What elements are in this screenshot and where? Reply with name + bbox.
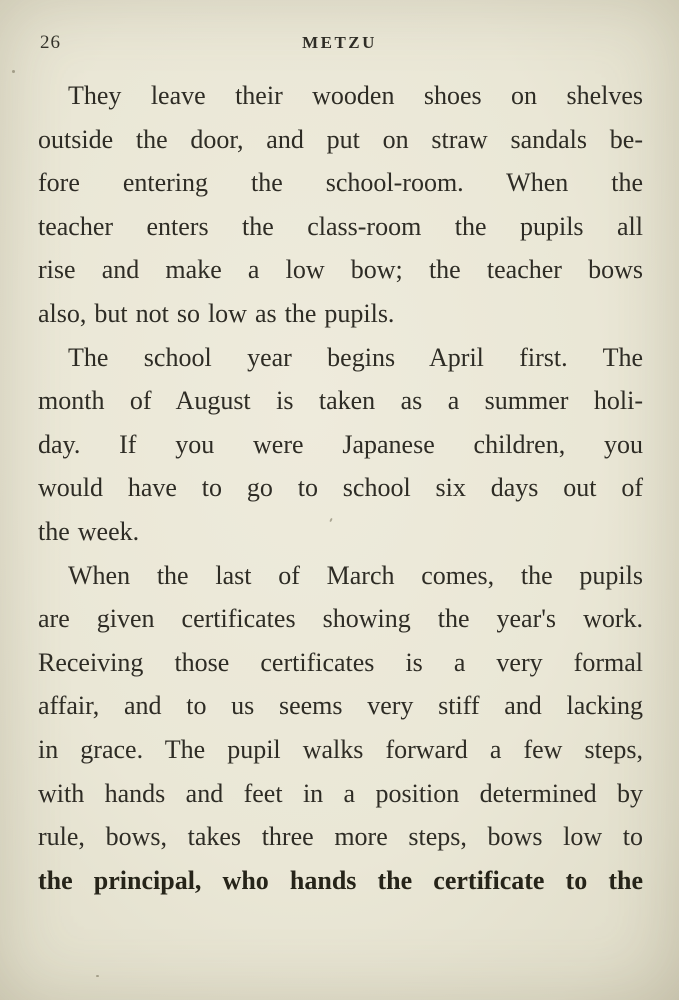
text-line: teacher enters the class-room the pupils all xyxy=(38,211,643,241)
text-line: They leave their wooden shoes on shelves xyxy=(68,81,643,110)
text-line: also, but not so low as the pupils. xyxy=(38,298,395,328)
text-line: the week. xyxy=(38,516,140,546)
text-line: outside the door, and put on straw sandals be- xyxy=(38,124,643,154)
text-line: fore entering the school-room. When the xyxy=(38,168,643,198)
text-line: rise and make a low bow; the teacher bows xyxy=(38,255,643,285)
text-line: with hands and feet in a position determined by xyxy=(38,778,643,808)
paragraph xyxy=(38,336,643,554)
text-line: the principal, who hands the certificate to the xyxy=(38,865,643,895)
running-head-title: METZU xyxy=(302,33,377,52)
body-text xyxy=(38,74,643,902)
paper-speck xyxy=(12,70,15,73)
text-line: day. If you were Japanese children, you xyxy=(38,429,643,459)
paragraph xyxy=(38,74,643,336)
text-line: are given certificates showing the year's work. xyxy=(38,604,643,634)
text-line: rule, bows, takes three more steps, bows low to xyxy=(38,822,643,852)
text-line: in grace. The pupil walks forward a few steps, xyxy=(38,734,643,764)
paragraph xyxy=(38,554,643,903)
text-line: When the last of March comes, the pupils xyxy=(68,560,643,590)
text-line: The school year begins April first. The xyxy=(68,342,643,372)
text-line: Receiving those certificates is a very formal xyxy=(38,647,643,677)
text-line: would have to go to school six days out of xyxy=(38,473,643,503)
text-line: affair, and to us seems very stiff and lacking xyxy=(38,691,643,721)
paper-speck xyxy=(96,975,99,977)
text-line: month of August is taken as a summer holi- xyxy=(38,386,643,416)
page-number: 26 xyxy=(40,32,61,53)
